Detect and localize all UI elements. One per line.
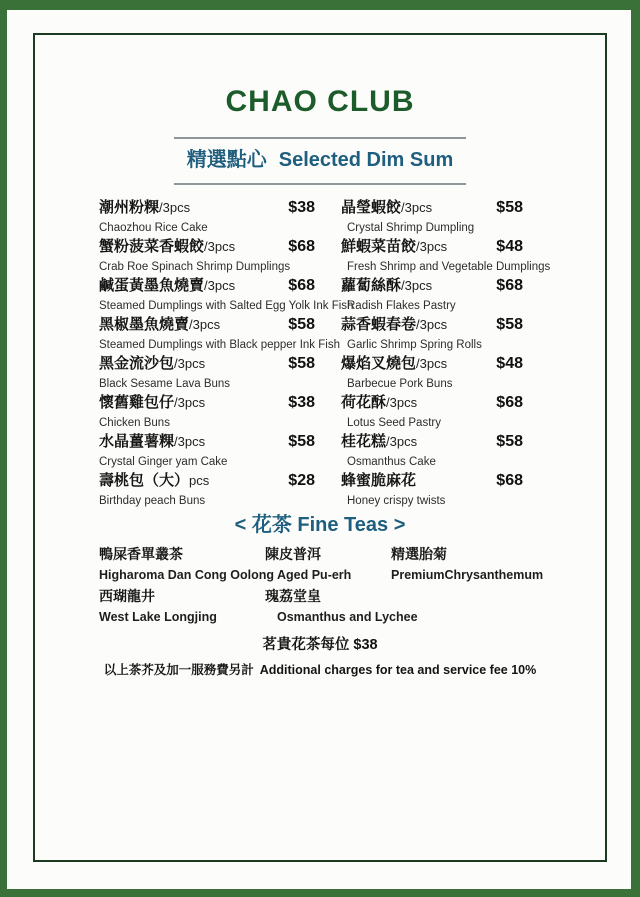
menu-item-portion: /3pcs: [416, 239, 448, 254]
tea-name-zh: 瑰荔堂皇: [265, 588, 321, 604]
service-fee-note-zh: 以上茶芥及加一服務費另計: [103, 663, 254, 677]
menu-item-portion: pcs: [189, 473, 210, 488]
menu-item-name-zh: 黑金流沙包: [99, 355, 175, 372]
menu-item-name-line: [337, 471, 523, 491]
menu-item: [99, 393, 315, 430]
dim-sum-section-heading: [35, 147, 605, 173]
menu-item-name-zh: 蜂蜜脆麻花: [341, 472, 417, 489]
menu-item-portion: /3pcs: [189, 317, 221, 332]
menu-item-name-zh: 荷花酥: [341, 394, 387, 411]
tea-item: [265, 586, 418, 628]
tea-name-zh: 精選胎菊: [391, 546, 447, 562]
menu-item-price: $68: [288, 277, 315, 294]
tea-column-1: [99, 544, 274, 628]
menu-item-name-en: Osmanthus Cake: [347, 456, 436, 468]
tea-name-zh: 西瑚龍井: [99, 588, 155, 604]
menu-item: [99, 315, 340, 352]
menu-item-price: $68: [496, 394, 523, 411]
dim-sum-heading-zh: 精選點心: [186, 149, 267, 171]
menu-item: [337, 198, 523, 235]
fine-teas-heading: < 花茶 Fine Teas >: [234, 514, 406, 536]
menu-item-price: $48: [496, 238, 523, 255]
menu-item-name-en: Radish Flakes Pastry: [347, 300, 456, 312]
menu-item-name-en: Chicken Buns: [99, 417, 170, 429]
tea-name-en: Osmanthus and Lychee: [277, 610, 418, 624]
menu-item: [337, 354, 523, 391]
menu-item-name-zh: 鹹蛋黃墨魚燒賣: [99, 277, 205, 294]
menu-item-price: $68: [496, 277, 523, 294]
menu-item-price: $38: [288, 394, 315, 411]
menu-item-portion: /3pcs: [386, 434, 418, 449]
menu-item: [337, 315, 523, 352]
menu-item-name-zh: 爆焰叉燒包: [341, 355, 417, 372]
menu-item-name-line: [337, 276, 523, 296]
menu-item-name-line: [99, 432, 315, 452]
menu-item-name-zh: 蘿蔔絲酥: [341, 277, 402, 294]
tea-name-en: West Lake Longjing: [99, 610, 217, 624]
menu-item-name-line: [99, 354, 315, 374]
menu-item: [99, 237, 315, 274]
divider-line-bottom: [174, 183, 466, 185]
divider-line-top: [174, 137, 466, 139]
tea-per-person-price: 茗貴花茶每位 $38: [262, 637, 378, 653]
menu-item-portion: /3pcs: [174, 395, 206, 410]
menu-item-portion: /3pcs: [386, 395, 418, 410]
menu-item-name-line: [337, 354, 523, 374]
menu-item-name-en: Steamed Dumplings with Black pepper Ink Fish: [99, 339, 340, 351]
menu-item: [99, 354, 315, 391]
dim-sum-list: [35, 198, 605, 510]
tea-name-zh: 陳皮普洱: [265, 546, 321, 562]
menu-item-name-zh: 水晶薑薯粿: [99, 433, 175, 450]
menu-item-name-en: Crystal Ginger yam Cake: [99, 456, 228, 468]
menu-item-name-zh: 桂花糕: [341, 433, 387, 450]
menu-item-portion: /3pcs: [401, 278, 433, 293]
menu-item-name-line: [337, 432, 523, 452]
menu-item-name-en: Steamed Dumplings with Salted Egg Yolk Ink Fish: [99, 300, 354, 312]
menu-item-portion: /3pcs: [416, 356, 448, 371]
dim-sum-column-left: [99, 198, 354, 510]
menu-item-price: $38: [288, 199, 315, 216]
menu-item-portion: /3pcs: [204, 239, 236, 254]
menu-item-name-line: [99, 315, 315, 335]
menu-item-name-line: [99, 393, 315, 413]
menu-item-price: $48: [496, 355, 523, 372]
menu-item-name-en: Honey crispy twists: [347, 495, 446, 507]
tea-name-zh: 鴨屎香單叢茶: [99, 546, 183, 562]
menu-sheet: [7, 10, 631, 889]
menu-item-name-line: [337, 237, 523, 257]
menu-item-portion: /3pcs: [416, 317, 448, 332]
menu-item-portion: /3pcs: [204, 278, 236, 293]
dim-sum-column-right: [337, 198, 551, 510]
fine-teas-list: [35, 544, 605, 628]
menu-item-name-en: Black Sesame Lava Buns: [99, 378, 231, 390]
menu-item-price: $58: [496, 199, 523, 216]
menu-item-name-zh: 晶瑩蝦餃: [341, 199, 402, 216]
menu-item-price: $58: [496, 433, 523, 450]
tea-name-en: Higharoma Dan Cong Oolong: [99, 568, 274, 582]
dim-sum-heading-en: Selected Dim Sum: [278, 149, 454, 171]
tea-column-3: [391, 544, 605, 628]
menu-item-name-line: [337, 393, 523, 413]
menu-item: [337, 432, 523, 469]
menu-item-price: $68: [496, 472, 523, 489]
menu-item-name-line: [99, 276, 315, 296]
menu-item-name-zh: 黑椒墨魚燒賣: [99, 316, 190, 333]
menu-item: [99, 276, 354, 313]
menu-item-portion: /3pcs: [401, 200, 433, 215]
menu-item-name-line: [99, 237, 315, 257]
menu-item-price: $58: [288, 433, 315, 450]
menu-item-portion: /3pcs: [159, 200, 191, 215]
menu-item-name-en: Lotus Seed Pastry: [347, 417, 441, 429]
menu-item-name-zh: 懷舊雞包仔: [99, 394, 175, 411]
tea-name-en: PremiumChrysanthemum: [391, 568, 544, 582]
menu-item-price: $28: [288, 472, 315, 489]
menu-item-name-en: Birthday peach Buns: [99, 495, 206, 507]
menu-item-name-line: [99, 471, 315, 491]
menu-item: [337, 237, 551, 274]
menu-item-name-zh: 潮州粉粿: [99, 199, 160, 216]
menu-item: [337, 393, 523, 430]
menu-item-name-zh: 鮮蝦菜苗餃: [341, 238, 417, 255]
menu-item-name-zh: 蒜香蝦春卷: [341, 316, 417, 333]
menu-item: [337, 276, 523, 313]
menu-item: [99, 198, 315, 235]
menu-item-price: $58: [496, 316, 523, 333]
tea-name-en: Aged Pu-erh: [277, 568, 352, 582]
menu-item-name-line: [337, 315, 523, 335]
menu-item: [99, 471, 315, 508]
tea-item: [99, 586, 265, 628]
menu-item-name-en: Garlic Shrimp Spring Rolls: [347, 339, 482, 351]
menu-item-price: $68: [288, 238, 315, 255]
menu-item-name-zh: 壽桃包（大）: [99, 472, 190, 489]
menu-item-name-en: Crystal Shrimp Dumpling: [347, 222, 475, 234]
service-fee-note-en: Additional charges for tea and service fee 10%: [259, 663, 537, 677]
menu-item: [337, 471, 523, 508]
menu-item-name-en: Fresh Shrimp and Vegetable Dumplings: [347, 261, 551, 273]
menu-item-price: $58: [288, 316, 315, 333]
menu-item-name-en: Chaozhou Rice Cake: [99, 222, 208, 234]
menu-inner-border: [33, 33, 607, 862]
menu-item-price: $58: [288, 355, 315, 372]
service-fee-note: [35, 660, 605, 678]
tea-item: [391, 544, 605, 586]
menu-item-portion: /3pcs: [174, 356, 206, 371]
tea-item: [99, 544, 274, 586]
menu-item-portion: /3pcs: [174, 434, 206, 449]
menu-item: [99, 432, 315, 469]
menu-item-name-line: [99, 198, 315, 218]
menu-item-name-en: Barbecue Pork Buns: [347, 378, 453, 390]
menu-item-name-line: [337, 198, 523, 218]
tea-item: [265, 544, 391, 586]
menu-item-name-zh: 蟹粉菠菜香蝦餃: [99, 238, 205, 255]
tea-column-2: [265, 544, 418, 628]
restaurant-title: CHAO CLUB: [225, 85, 415, 118]
menu-item-name-en: Crab Roe Spinach Shrimp Dumplings: [99, 261, 291, 273]
